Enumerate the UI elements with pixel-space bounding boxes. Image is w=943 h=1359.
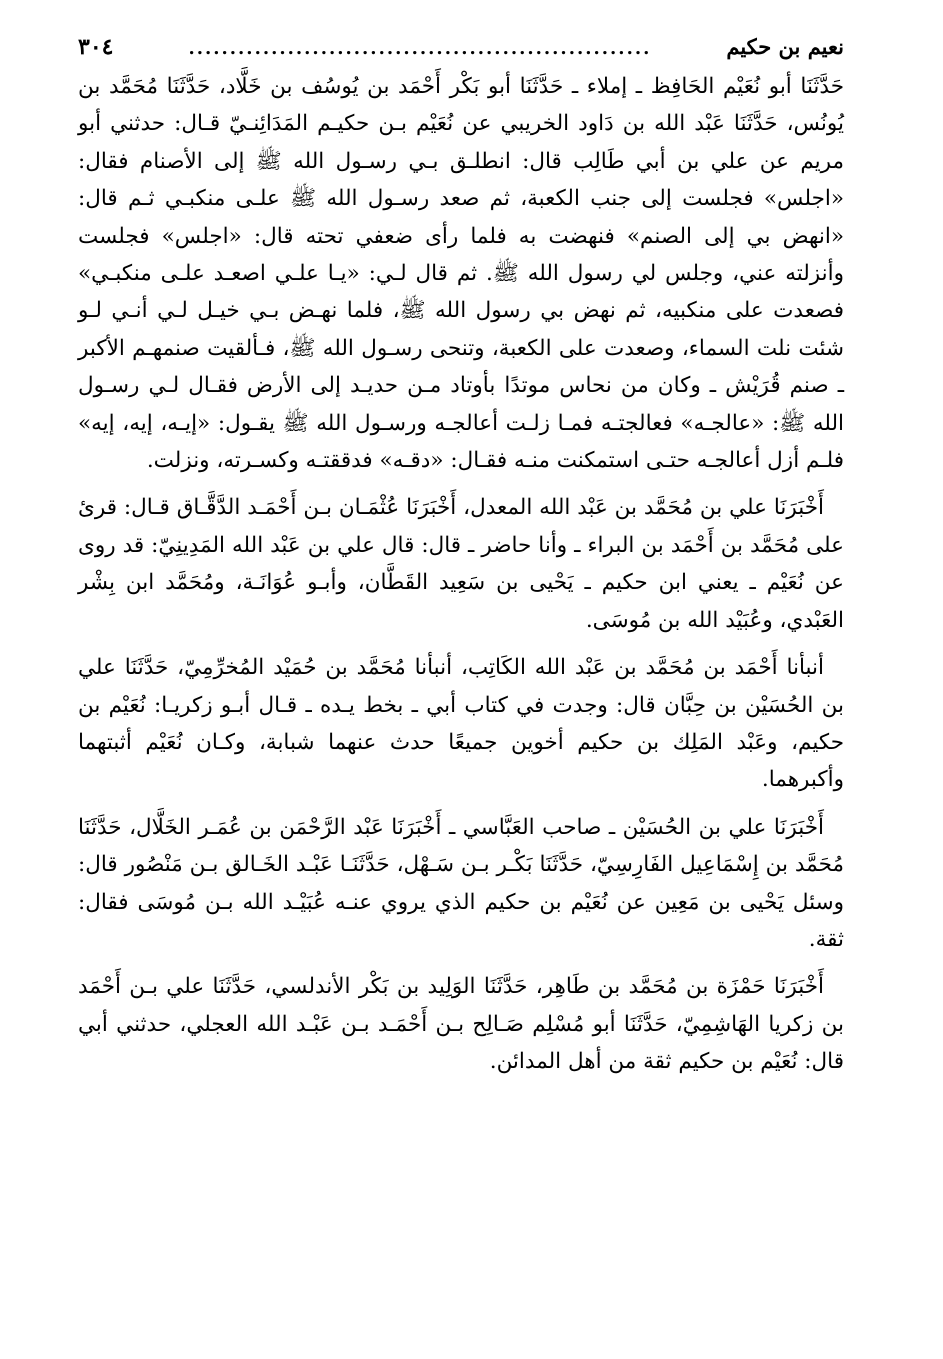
paragraph-ibn-maeen-report: أَخْبَرَنَا علي بن الحُسَيْن ـ صاحب العَبَّاسي ـ أَخْبَرَنَا عَبْد الرَّحْمَن بن عُمَـر الخَلَّال، حَدَّثَنَا مُحَمَّد بن إِسْمَاعِيل الفَارِسِيّ، حَدَّثَنَا بَكْـر بـن سَـهْل، حَدَّثَنَـا عَبْـد الخَـالق بـن مَنْصُور قال: وسئل يَحْيى بن مَعِين عن نُعَيْم بن حكيم الذي يروي عنـه عُبَيْـد الله بـن مُوسَى فقال: ثقة. — [78, 814, 844, 952]
paragraph-abu-zakariya-report: أنبأنا أَحْمَد بن مُحَمَّد بن عَبْد الله الكَاتِب، أنبأنا مُحَمَّد بن حُمَيْد المُخرِّمِيّ، حَدَّثَنَا علي بن الحُسَيْن بن حِبَّان قال: وجدت في كتاب أبي ـ بخط يـده ـ قـال أبـو زكريـا: نُعَيْم بن حكيم، وعَبْد المَلِك بن حكيم أخوين جميعًا حدث عنهما شبابة، وكـان نُعَيْم أثبتهما وأكبرهما. — [78, 655, 844, 793]
paragraph-madini-report: أَخْبَرَنَا علي بن مُحَمَّد بن عَبْد الله المعدل، أَخْبَرَنَا عُثْمَـان بـن أَحْمَـد الدَّقَّـاق قـال: قرئ على مُحَمَّد بن أَحْمَد بن البراء ـ وأنا حاضر ـ قال: قال علي بن عَبْد الله المَدِينِيّ: قد روى عن نُعَيْم ـ يعني ابن حكيم ـ يَحْيى بن سَعِيد القَطَّان، وأبـو عُوَانَـة، ومُحَمَّد ابن بِشْر العَبْدي، وعُبَيْد الله بن مُوسَى. — [78, 495, 844, 633]
paragraph-hadith-narration: حَدَّثَنَا أبو نُعَيْم الحَافِظ ـ إملاء ـ حَدَّثَنَا أبو بَكْر أَحْمَد بن يُوسُف بن خَلَّاد، حَدَّثَنَا مُحَمَّد بن يُونُس، حَدَّثَنَا عَبْد الله بن دَاود الخريبي عن نُعَيْم بـن حكيـم المَدَائِنـيّ قـال: حدثني أبو مريم عن علي بن أبي طَالِب قال: انطلـق بـي رسـول الله ﷺ إلى الأصنام فقال: «اجلس» فجلست إلى جنب الكعبة، ثم صعد رسـول الله ﷺ علـى منكبـي ثـم قال: «انهض بي إلى الصنم» فنهضت به فلما رأى ضعفي تحته قال: «اجلس» فجلست وأنزلته عني، وجلس لي رسول الله ﷺ. ثم قال لـي: «يـا علـي اصعـد علـى منكبـي» فصعدت على منكبيه، ثم نهض بي رسول الله ﷺ، فلما نهـض بـي خيـل لـي أنـي لـو شئت نلت السماء، وصعدت على الكعبة، وتنحى رسـول الله ﷺ، فـألقيت صنمهـم الأكبر ـ صنم قُرَيْش ـ وكان من نحاس موتدًا بأوتاد مـن حديـد إلى الأرض فقـال لـي رسـول الله ﷺ: «عالجـه» فعالجتـه فمـا زلـت أعالجـه ورسـول الله ﷺ يقـول: «إيـه، إيه، إيه» فلـم أزل أعالجـه حتـى استمكنت منـه فقـال: «دقـه» فدققتـه وكسـرته، ونزلت. — [78, 74, 844, 474]
running-header — [78, 30, 844, 68]
page-number: ٣٠٤ — [78, 34, 114, 60]
paragraph-ijli-report: أَخْبَرَنَا حَمْزَة بن مُحَمَّد بن طَاهِر، حَدَّثَنَا الوَلِيد بن بَكْر الأندلسي، حَدَّثَنَا علي بـن أَحْمَد بن زكريا الهَاشِمِيّ، حَدَّثَنَا أبو مُسْلِم صَـالِح بـن أَحْمَـد بـن عَبْـد الله العجلي، حدثني أبي قال: نُعَيْم بن حكيم ثقة من أهل المدائن. — [78, 974, 844, 1075]
document-page — [78, 30, 844, 1330]
header-title: نعيم بن حكيم — [726, 34, 844, 59]
header-dot-leader: ........................................................ — [188, 38, 652, 59]
body-text — [78, 68, 844, 1081]
